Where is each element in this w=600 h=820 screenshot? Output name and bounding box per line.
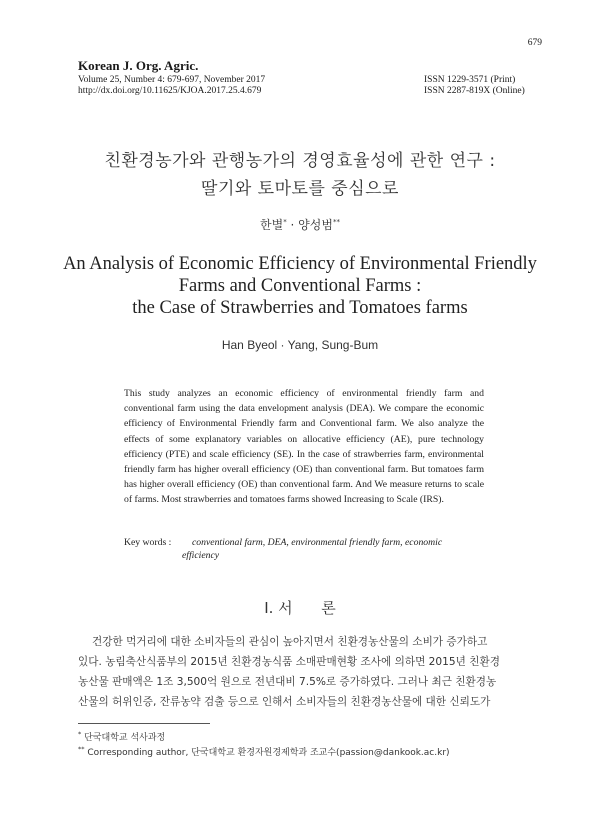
english-title-line1: An Analysis of Economic Efficiency of Environmental Friendly bbox=[63, 254, 537, 274]
abstract: This study analyzes an economic efficiency of environmental friendly farm and conventional farm using the data envelopment analysis (DEA). We compare the economic efficiency of Environmental Friendly farm and Conventional farm. We also analyze the effects of some explanatory variables on allocative efficiency (AE), pure technology efficiency (PTE) and scale efficiency (SE). In the case of strawberries farm, environmental friendly farm has higher overall efficiency (OE) than conventional farm. But tomatoes farm has higher overall efficiency (OE) than conventional farm. And We measure returns to scale of farms. Most strawberries and tomatoes farms showed Increasing to Scale (IRS). bbox=[124, 388, 484, 506]
footnote-1-text: 단국대학교 석사과정 bbox=[84, 733, 166, 743]
keywords bbox=[124, 536, 484, 562]
doi-link[interactable]: http://dx.doi.org/10.11625/KJOA.2017.25.4.679 bbox=[78, 86, 262, 96]
issn-print: ISSN 1229-3571 (Print) bbox=[424, 75, 516, 85]
footnote-1-mark: * bbox=[78, 730, 82, 738]
author1-name: 한별 bbox=[260, 218, 284, 232]
keywords-line1: conventional farm, DEA, environmental friendly farm, economic bbox=[192, 537, 443, 548]
body-line-4: 산물의 허위인증, 잔류농약 검출 등으로 인해서 소비자들의 친환경농산물에 대한 신뢰도가 bbox=[78, 696, 491, 708]
korean-authors bbox=[60, 216, 540, 233]
body-line-1: 건강한 먹거리에 대한 소비자들의 관심이 높아지면서 친환경농산물의 소비가 증가하고 bbox=[92, 636, 488, 648]
keywords-label: Key words : bbox=[124, 537, 172, 548]
author-separator: · bbox=[286, 218, 299, 232]
author2-mark: ** bbox=[332, 218, 340, 226]
page-number: 679 bbox=[527, 38, 542, 48]
english-title-line2: Farms and Conventional Farms : bbox=[178, 276, 422, 296]
english-title-line3: the Case of Strawberries and Tomatoes farms bbox=[132, 298, 468, 318]
footnote-divider bbox=[78, 723, 210, 724]
volume-info: Volume 25, Number 4: 679-697, November 2017 bbox=[78, 75, 266, 85]
journal-title: Korean J. Org. Agric. bbox=[78, 58, 199, 73]
section-heading: Ⅰ. 서 론 bbox=[264, 599, 336, 617]
author1-mark: * bbox=[283, 218, 287, 226]
footnote-1 bbox=[78, 730, 165, 743]
issn-online: ISSN 2287-819X (Online) bbox=[424, 86, 525, 96]
footnote-2-text: Corresponding author, 단국대학교 환경자원경제학과 조교수(passion@dankook.ac.kr) bbox=[87, 748, 450, 758]
author2-name: 양성범 bbox=[298, 218, 333, 232]
korean-title-line2: 딸기와 토마토를 중심으로 bbox=[201, 179, 399, 199]
body-line-2: 있다. 농림축산식품부의 2015년 친환경농식품 소매판매현황 조사에 의하면 2015년 친환경 bbox=[78, 656, 500, 668]
body-line-3: 농산물 판매액은 1조 3,500억 원으로 전년대비 7.5%로 증가하였다. 그러나 최근 친환경농 bbox=[78, 676, 497, 688]
korean-title-line1: 친환경농가와 관행농가의 경영효율성에 관한 연구 : bbox=[104, 151, 496, 171]
footnote-2 bbox=[78, 745, 450, 758]
footnote-2-mark: ** bbox=[78, 745, 85, 753]
english-authors: Han Byeol · Yang, Sung-Bum bbox=[221, 338, 379, 352]
keywords-line2: efficiency bbox=[182, 550, 220, 561]
